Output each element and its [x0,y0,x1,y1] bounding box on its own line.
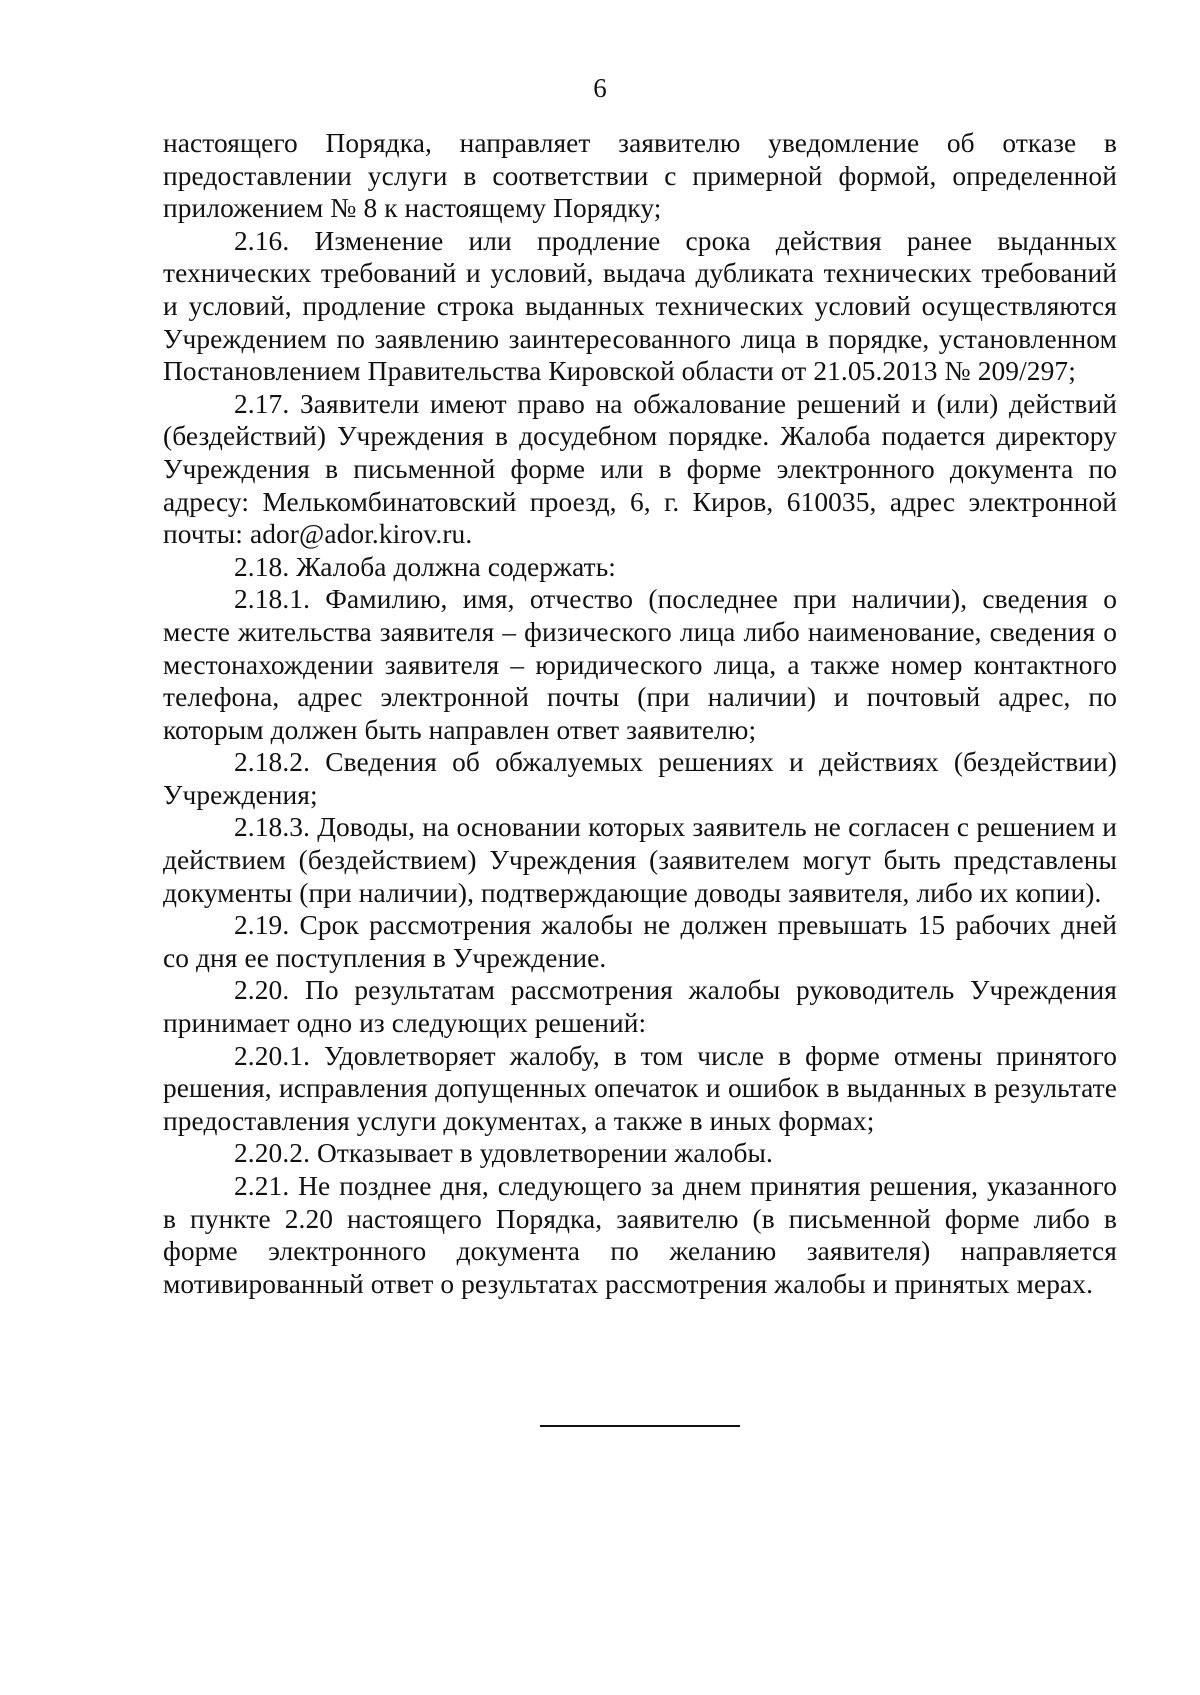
end-of-document-rule [540,1425,740,1427]
paragraph-2-18-1: 2.18.1. Фамилию, имя, отчество (последнее при наличии), сведения о месте жительства заявителя – физического лица либо наименование, сведения о местонахождении заявителя – юридического лица, а также номер контактного телефона, адрес электронной почты (при наличии) и почтовый адрес, по которым должен быть направлен ответ заявителю; [163,584,1117,745]
paragraph-2-21: 2.21. Не позднее дня, следующего за днем принятия решения, указанного в пункте 2.20 настоящего Порядка, заявителю (в письменной форме либо в форме электронного документа по желанию заявителя) направляется мотивированный ответ о результатах рассмотрения жалобы и принятых мерах. [163,1171,1117,1299]
paragraph-continuation: настоящего Порядка, направляет заявителю уведомление об отказе в предоставлении услуги в соответствии с примерной формой, определенной приложением № 8 к настоящему Порядку; [163,128,1117,224]
paragraph-2-19: 2.19. Срок рассмотрения жалобы не должен превышать 15 рабочих дней со дня ее поступления в Учреждение. [163,910,1117,973]
paragraph-2-18-3: 2.18.3. Доводы, на основании которых заявитель не согласен с решением и действием (бездействием) Учреждения (заявителем могут быть представлены документы (при наличии), подтверждающие доводы заявителя, либо их копии). [163,812,1117,908]
document-body [163,127,1117,1300]
paragraph-2-18: 2.18. Жалоба должна содержать: [234,551,617,582]
paragraph-2-17: 2.17. Заявители имеют право на обжалование решений и (или) действий (бездействий) Учреждения в досудебном порядке. Жалоба подается директору Учреждения в письменной форме или в форме электронного документа по адресу: Мелькомбинатовский проезд, 6, г. Киров, 610035, адрес электронной почты: ador@ador.kirov.ru. [163,388,1117,550]
paragraph-2-20: 2.20. По результатам рассмотрения жалобы руководитель Учреждения принимает одно из следующих решений: [163,975,1117,1039]
paragraph-2-18-2: 2.18.2. Сведения об обжалуемых решениях и действиях (бездействии) Учреждения; [163,747,1117,810]
paragraph-2-20-2: 2.20.2. Отказывает в удовлетворении жалобы. [234,1138,773,1169]
paragraph-2-16: 2.16. Изменение или продление срока действия ранее выданных технических требований и условий, выдача дубликата технических требований и условий, продление строка выданных технических условий осуществляются Учреждением по заявлению заинтересованного лица в порядке, установленном Постановлением Правительства Кировской области от 21.05.2013 № 209/297; [163,225,1117,387]
page-number: 6 [593,73,607,103]
paragraph-2-20-1: 2.20.1. Удовлетворяет жалобу, в том числе в форме отмены принятого решения, исправления допущенных опечаток и ошибок в выданных в результате предоставления услуги документах, а также в иных формах; [163,1040,1117,1136]
